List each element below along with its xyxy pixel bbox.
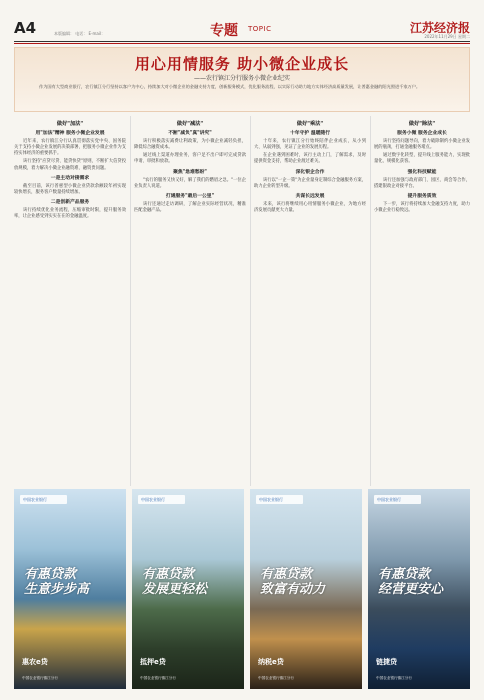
poster-footer: 中国农业银行镇江分行 xyxy=(258,676,294,680)
poster-footer: 中国农业银行镇江分行 xyxy=(22,676,58,680)
ad-poster-2[interactable] xyxy=(132,489,244,689)
header-meta: 本版编辑： 电话： E-mail： xyxy=(54,31,106,36)
column-subheading: 用"加法"精神 服务小微企业发展 xyxy=(35,131,105,137)
column-heading: 做好"加法" xyxy=(56,121,84,127)
column-subheading: 二是创新产品服务 xyxy=(50,199,90,205)
column-divider xyxy=(250,116,251,486)
column-subheading: 共谋长远发展 xyxy=(295,193,325,199)
poster-footer: 中国农业银行镇江分行 xyxy=(140,676,176,680)
poster-product-tag: 惠农e贷 xyxy=(22,658,48,666)
paragraph: 该行以"一企一策"为企业量身定制综合金融服务方案，助力企业转型升级。 xyxy=(254,177,366,189)
column-subheading: 打通服务"最后一公里" xyxy=(165,193,215,199)
poster-slogan: 有惠贷款 发展更轻松 xyxy=(142,567,208,597)
ad-poster-1[interactable] xyxy=(14,489,126,689)
header-rule xyxy=(14,41,470,42)
bank-logo: 中国农业银行 xyxy=(374,495,421,504)
poster-slogan: 有惠贷款 致富有动力 xyxy=(260,567,326,597)
feature-subtitle: ——农行镇江分行服务小微企业纪实 xyxy=(193,75,290,82)
poster-slogan: 有惠贷款 经营更安心 xyxy=(378,567,444,597)
page-number: A4 xyxy=(14,19,37,37)
page-header xyxy=(14,18,470,40)
feature-banner xyxy=(14,47,470,112)
bank-logo: 中国农业银行 xyxy=(138,495,185,504)
column-subheading: 提升服务质效 xyxy=(407,193,437,199)
column-subheading: 深化银企合作 xyxy=(295,169,325,175)
article-column-1 xyxy=(14,116,126,486)
poster-footer: 中国农业银行镇江分行 xyxy=(376,676,412,680)
poster-product-tag: 纳税e贷 xyxy=(258,658,284,666)
paragraph: 近年来，农行镇江分行认真贯彻落实党中央、国务院关于支持小微企业发展的决策部署，把服务小微企业作为支持实体经济的重要抓手。 xyxy=(14,139,126,157)
paragraph: 下一步，该行将持续加大金融支持力度，助力小微企业行稳致远。 xyxy=(374,201,470,214)
header-date: 2022年11月29日 星期二 xyxy=(424,34,470,39)
poster-product-tag: 抵押e贷 xyxy=(140,658,166,666)
header-rule-red xyxy=(14,43,470,44)
column-subheading: 不断"减负"真"讲究" xyxy=(168,131,212,137)
article-column-3 xyxy=(254,116,366,486)
article-column-4 xyxy=(374,116,470,486)
paragraph: 在企业遇到困难时，该行主动上门，了解需求，及时提供资金支持，帮助企业渡过难关。 xyxy=(254,153,366,165)
column-subheading: 强化科技赋能 xyxy=(407,169,437,175)
feature-intro: 作为国有大型商业银行，农行镇江分行坚持以客户为中心，持续加大对小微企业的金融支持力度，创新服务模式，优化服务流程，以实际行动助力地方实体经济高质量发展，让普惠金融的阳光照进千家万户。 xyxy=(39,84,421,89)
column-divider xyxy=(130,116,131,486)
paragraph: 该行坚持问题导向，着力破除制约小微企业发展的瓶颈，打通金融服务堵点。 xyxy=(374,139,470,151)
column-subheading: 服务小微 服务企业成长 xyxy=(397,131,447,137)
paragraph: 该行坚持"应贷尽贷、能贷快贷"原则，不断扩大信贷投放规模，着力解决小微企业融资难、融资贵问题。 xyxy=(14,159,126,171)
section-topic: TOPIC xyxy=(248,25,272,33)
article-column-2 xyxy=(134,116,246,486)
bank-logo: 中国农业银行 xyxy=(20,495,67,504)
bank-logo: 中国农业银行 xyxy=(256,495,303,504)
paragraph: 截至目前，该行普惠型小微企业贷款余额较年初实现较快增长，服务客户数量持续增加。 xyxy=(14,183,126,195)
paragraph: "农行的服务又快又好，解了我们的燃眉之急。"一位企业负责人说道。 xyxy=(134,177,246,189)
column-divider xyxy=(370,116,371,486)
poster-slogan: 有惠贷款 生意步步高 xyxy=(24,567,90,597)
paragraph: 十年来，农行镇江分行始终陪伴企业成长，从小到大、从弱到强，见证了企业的发展历程。 xyxy=(254,139,366,151)
paragraph: 通过线上渠道办理业务，客户足不出户即可完成贷款申请、审批和放款。 xyxy=(134,153,246,165)
column-subheading: 一是主动对接需求 xyxy=(50,175,90,181)
column-heading: 做好"乘法" xyxy=(296,121,324,127)
paper-name: 江苏经济报 xyxy=(409,21,470,35)
paragraph: 该行持续优化业务流程，压缩审批时限，提升服务效率，让企业感受到实实在在的金融温度。 xyxy=(14,208,126,220)
column-heading: 做好"除法" xyxy=(408,121,436,127)
paragraph: 未来，该行将继续用心用情服务小微企业，为地方经济发展贡献更大力量。 xyxy=(254,201,366,214)
column-heading: 做好"减法" xyxy=(176,121,204,127)
paragraph: 通过数字化转型，提升线上服务能力，实现批量化、规模化获客。 xyxy=(374,153,470,165)
paragraph: 该行积极落实减费让利政策，为小微企业减轻负担，降低综合融资成本。 xyxy=(134,139,246,151)
column-subheading: 十年守护 温暖随行 xyxy=(289,131,331,137)
section-title: 专题 xyxy=(210,23,238,39)
paragraph: 该行还加强与政府部门、园区、商会等合作，搭建银政企对接平台。 xyxy=(374,177,470,189)
column-subheading: 聚焦"急难愁盼" xyxy=(173,169,207,175)
paragraph: 该行还通过走访调研，了解企业实际经营状况，精准匹配金融产品。 xyxy=(134,201,246,214)
ad-poster-4[interactable] xyxy=(368,489,470,689)
ad-poster-3[interactable] xyxy=(250,489,362,689)
poster-product-tag: 链捷贷 xyxy=(376,658,397,666)
feature-title: 用心用情服务 助小微企业成长 xyxy=(134,55,350,73)
